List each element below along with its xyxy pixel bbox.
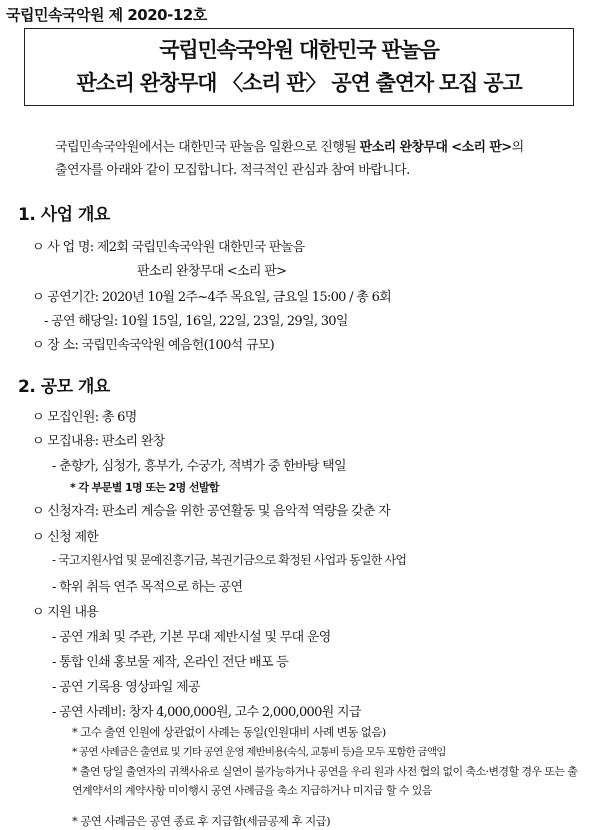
support-note: * 출연 당일 출연자의 귀책사유로 실연이 불가능하거나 공연을 우리 원과 사전 협의 없이 축소·변경할 경우 또는 출연계약서의 계약사항 미이행시 공연 사례금을 축소 지급하거나 미지급 할 수 있음 [72,765,578,797]
intro-line-2: 출연자를 아래와 같이 모집합니다. 적극적인 관심과 참여 바랍니다. [55,163,410,178]
restriction: ㅇ 신청 제한 [32,530,99,545]
section-2-heading: 2. 공모 개요 [18,377,110,397]
title-line-2: 판소리 완창무대 〈소리 판〉 공연 출연자 모집 공고 [76,71,522,95]
recruit-content-note: * 각 부문별 1명 또는 2명 선발함 [70,481,219,494]
performance-dates: - 공연 해당일: 10월 15일, 16일, 22일, 23일, 29일, 30일 [44,314,348,329]
restriction-item: - 학위 취득 연주 목적으로 하는 공연 [52,580,243,595]
intro-suffix: 의 [511,140,524,155]
title-line-1: 국립민속국악원 대한민국 판놀음 [159,38,439,62]
restriction-item: - 국고지원사업 및 문예진흥기금, 복권기금으로 확정된 사업과 동일한 사업 [52,553,407,567]
recruit-content-sub: - 춘향가, 심청가, 흥부가, 수궁가, 적벽가 중 한바탕 택일 [52,459,346,474]
section-1-heading: 1. 사업 개요 [18,205,110,225]
support-note: * 공연 사례금은 출연료 및 기타 공연 운영 제반비용(숙식, 교통비 등)을 모두 포함한 금액임 [72,746,446,758]
intro-prefix: 국립민속국악원에서는 대한민국 판놀음 일환으로 진행될 [55,140,360,155]
support-item: - 통합 인쇄 홍보물 제작, 온라인 전단 배포 등 [52,655,289,670]
intro-bold: 판소리 완창무대 <소리 판> [359,140,512,155]
support-item: - 공연 기록용 영상파일 제공 [52,680,200,695]
support: ㅇ 지원 내용 [32,605,99,620]
support-note: * 공연 사례금은 공연 종료 후 지급함(세금공제 후 지급) [72,814,331,828]
project-name: ㅇ 사 업 명: 제2회 국립민속국악원 대한민국 판놀음 [32,240,305,255]
support-item: - 공연 사례비: 창자 4,000,000원, 고수 2,000,000원 지급 [52,705,361,720]
support-item: - 공연 개최 및 주관, 기본 무대 제반시설 및 무대 운영 [52,630,331,645]
recruit-content: ㅇ 모집내용: 판소리 완창 [32,434,165,449]
venue: ㅇ 장 소: 국립민속국악원 예음헌(100석 규모) [32,338,275,353]
project-name-cont: 판소리 완창무대 <소리 판> [137,264,287,279]
recruits: ㅇ 모집인원: 총 6명 [32,410,137,425]
performance-period: ㅇ 공연기간: 2020년 10월 2주~4주 목요일, 금요일 15:00 / 총 6회 [32,290,391,305]
intro-paragraph [55,136,590,182]
support-note: * 고수 출연 인원에 상관없이 사례는 동일(인원대비 사례 변동 없음) [72,725,386,739]
document-number: 국립민속국악원 제 2020-12호 [6,6,207,24]
title-box [24,28,574,106]
eligibility: ㅇ 신청자격: 판소리 계승을 위한 공연활동 및 음악적 역량을 갖춘 자 [32,504,391,519]
